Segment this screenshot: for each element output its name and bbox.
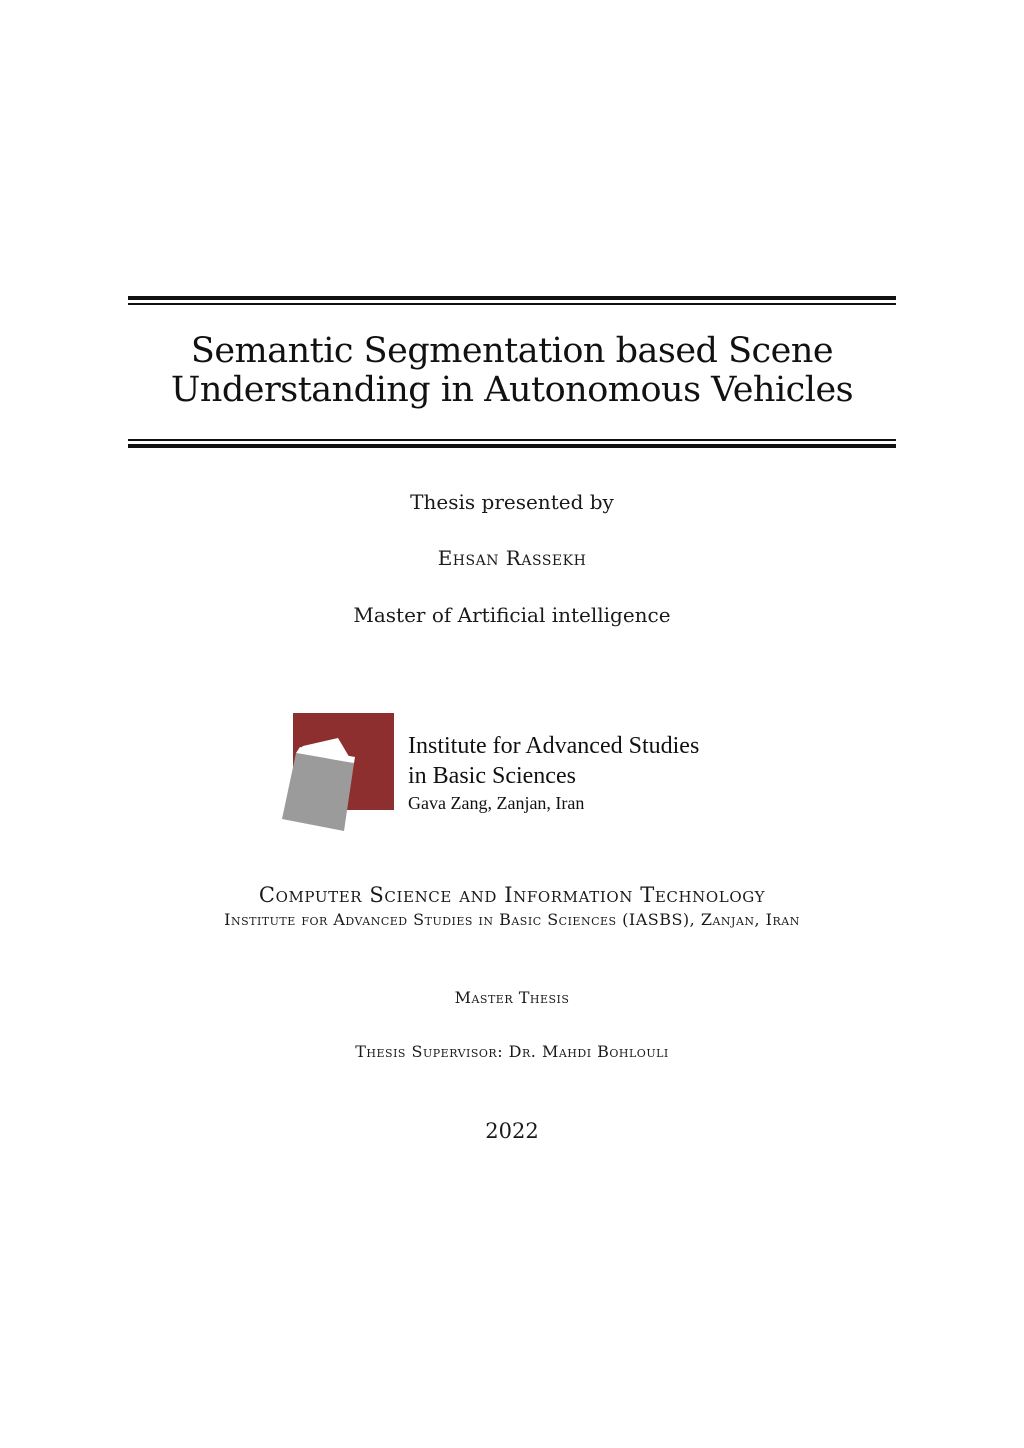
thesis-type: Master Thesis bbox=[454, 988, 570, 1007]
logo-line-2: in Basic Sciences bbox=[408, 763, 576, 789]
logo-line-3: Gava Zang, Zanjan, Iran bbox=[408, 793, 585, 813]
author-name: Ehsan Rassekh bbox=[437, 546, 587, 570]
thesis-title-line-2: Understanding in Autonomous Vehicles bbox=[170, 370, 854, 410]
thesis-title-line-1: Semantic Segmentation based Scene bbox=[190, 331, 834, 371]
iasbs-logo-icon bbox=[280, 713, 400, 833]
thesis-title bbox=[128, 332, 896, 410]
bottom-rule-thick bbox=[128, 444, 896, 448]
institute: Institute for Advanced Studies in Basic Sciences (IASBS), Zanjan, Iran bbox=[224, 910, 800, 929]
top-rule-thick bbox=[128, 296, 896, 300]
top-rule-thin bbox=[128, 303, 896, 305]
logo-text bbox=[408, 731, 699, 815]
supervisor: Thesis Supervisor: Dr. Mahdi Bohlouli bbox=[355, 1042, 669, 1061]
institute-logo bbox=[280, 713, 760, 833]
year: 2022 bbox=[485, 1119, 539, 1143]
bottom-rule-thin bbox=[128, 439, 896, 441]
degree: Master of Artificial intelligence bbox=[353, 603, 671, 627]
department: Computer Science and Information Technology bbox=[258, 883, 766, 907]
presented-by: Thesis presented by bbox=[410, 490, 614, 514]
logo-line-1: Institute for Advanced Studies bbox=[408, 733, 700, 759]
